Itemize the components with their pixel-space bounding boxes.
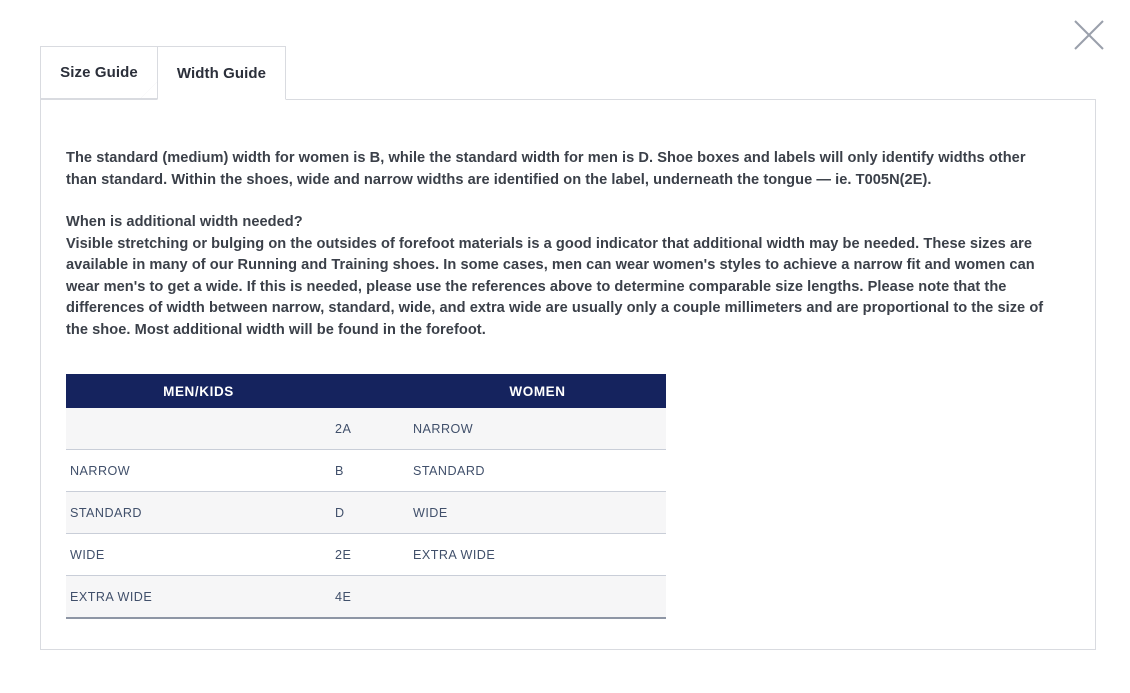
table-body xyxy=(66,408,666,618)
cell-women xyxy=(409,576,666,619)
cell-code: B xyxy=(331,450,409,492)
cell-menkids: STANDARD xyxy=(66,492,331,534)
tab-bar xyxy=(40,46,1096,99)
width-guide-copy xyxy=(66,148,1051,341)
width-conversion-table xyxy=(66,374,666,619)
question-heading: When is additional width needed? xyxy=(66,214,303,230)
intro-paragraph: The standard (medium) width for women is B, while the standard width for men is D. Shoe boxes and labels will only identify widths other than standard. Within the shoes, wide and narrow widths are identified on the label, underneath the tongue — ie. T005N(2E). xyxy=(66,150,1026,188)
cell-women: WIDE xyxy=(409,492,666,534)
answer-paragraph: Visible stretching or bulging on the outsides of forefoot materials is a good indicator that additional width may be needed. These sizes are available in many of our Running and Training shoes. In some cases, men can wear women's styles to achieve a narrow fit and women can wear men's to get a wide. If this is needed, please use the references above to determine comparable size lengths. Please note that the differences of width between narrow, standard, wide, and extra wide are usually only a couple millimeters and are proportional to the size of the shoe. Most additional width will be found in the forefoot. xyxy=(66,235,1044,338)
column-header-women: WOMEN xyxy=(409,374,666,408)
tab-width-guide[interactable] xyxy=(157,46,286,100)
cell-code: 2E xyxy=(331,534,409,576)
cell-menkids: WIDE xyxy=(66,534,331,576)
column-header-menkids: MEN/KIDS xyxy=(66,374,331,408)
table-row xyxy=(66,450,666,492)
column-header-code xyxy=(331,374,409,408)
table-head xyxy=(66,374,666,408)
table-row xyxy=(66,408,666,450)
tab-size-guide-label: Size Guide xyxy=(60,64,138,81)
cell-women: STANDARD xyxy=(409,450,666,492)
cell-menkids: NARROW xyxy=(66,450,331,492)
cell-code: 2A xyxy=(331,408,409,450)
cell-women: NARROW xyxy=(409,408,666,450)
table-row xyxy=(66,492,666,534)
table-row xyxy=(66,576,666,619)
cell-menkids xyxy=(66,408,331,450)
table-header-row xyxy=(66,374,666,408)
table-row xyxy=(66,534,666,576)
cell-women: EXTRA WIDE xyxy=(409,534,666,576)
cell-code: 4E xyxy=(331,576,409,619)
cell-menkids: EXTRA WIDE xyxy=(66,576,331,619)
cell-code: D xyxy=(331,492,409,534)
width-guide-modal xyxy=(40,46,1096,650)
tab-width-guide-label: Width Guide xyxy=(176,64,267,82)
tab-size-guide[interactable] xyxy=(40,46,157,99)
width-guide-panel xyxy=(40,99,1096,650)
